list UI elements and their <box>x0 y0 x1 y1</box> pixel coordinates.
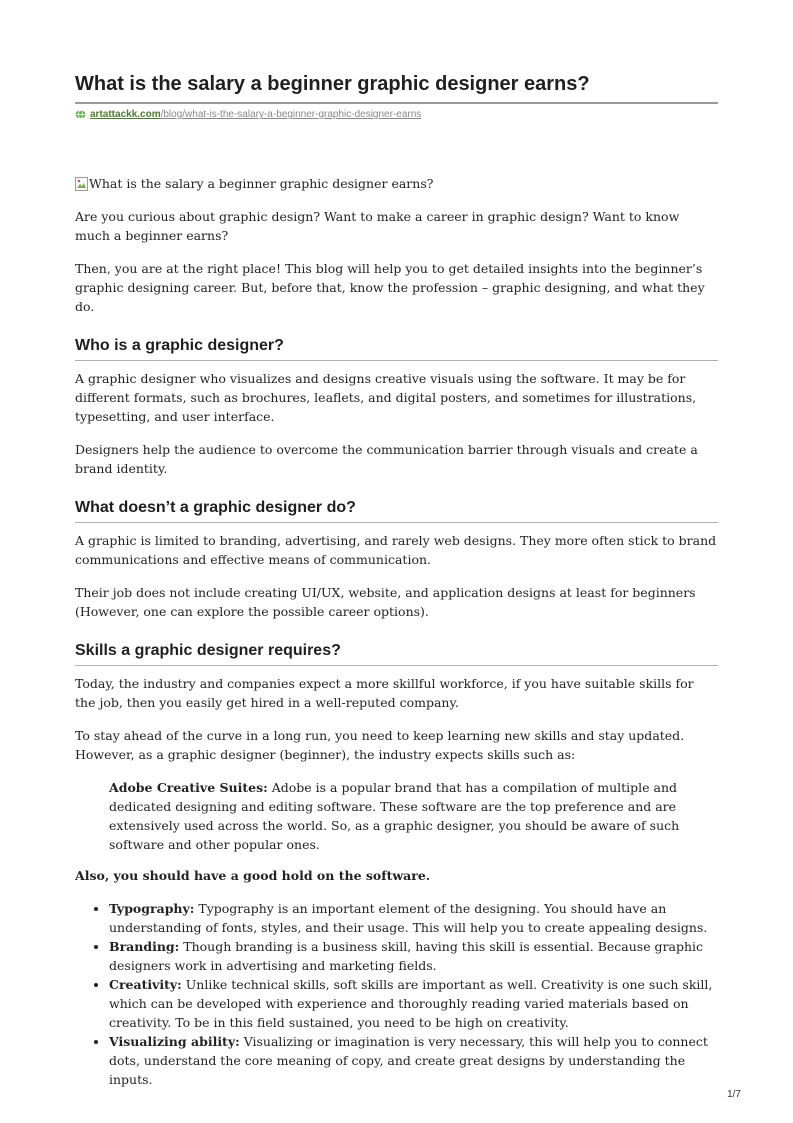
intro-paragraph-1: Are you curious about graphic design? Want to make a career in graphic design? Want to know much a beginner earns? <box>75 209 680 243</box>
list-item <box>109 1032 718 1089</box>
who-paragraph-2: Designers help the audience to overcome the communication barrier through visuals and create a brand identity. <box>75 442 698 476</box>
heading-what-doesnt: What doesn’t a graphic designer do? <box>75 498 718 523</box>
heading-skills: Skills a graphic designer requires? <box>75 641 718 666</box>
globe-icon <box>75 110 86 119</box>
list-item-label: Branding: <box>109 939 180 954</box>
adobe-quote <box>109 778 718 854</box>
list-item-label: Typography: <box>109 901 195 916</box>
list-item <box>109 899 718 937</box>
software-note-text: Also, you should have a good hold on the software. <box>75 868 431 883</box>
software-note <box>75 866 718 885</box>
source-domain-link[interactable]: artattackk.com <box>90 109 161 120</box>
skills-list <box>75 899 718 1089</box>
broken-image-icon <box>75 177 88 191</box>
list-item-text: Visualizing or imagination is very necessary, this will help you to connect dots, understand the core meaning of copy, and create great designs by understanding the inputs. <box>109 1034 708 1087</box>
article-body <box>75 207 718 1089</box>
intro-paragraph-2: Then, you are at the right place! This blog will help you to get detailed insights into the beginner’s graphic designing career. But, before that, know the profession – graphic designing, and what they do. <box>75 261 705 314</box>
page-number: 1/7 <box>727 1089 741 1100</box>
heading-who-is: Who is a graphic designer? <box>75 336 718 361</box>
skills-paragraph-1: Today, the industry and companies expect a more skillful workforce, if you have suitable skills for the job, then you easily get hired in a well-reputed company. <box>75 676 694 710</box>
skills-paragraph-2: To stay ahead of the curve in a long run, you need to keep learning new skills and stay updated. However, as a graphic designer (beginner), the industry expects skills such as: <box>75 728 685 762</box>
article-image <box>75 176 433 191</box>
doesnt-paragraph-2: Their job does not include creating UI/UX, website, and application designs at least for beginners (However, one can explore the possible career options). <box>75 585 696 619</box>
list-item <box>109 937 718 975</box>
title-divider <box>75 102 718 104</box>
list-item-label: Creativity: <box>109 977 182 992</box>
quote-label: Adobe Creative Suites: <box>109 780 268 795</box>
page-title: What is the salary a beginner graphic designer earns? <box>75 73 590 95</box>
list-item-label: Visualizing ability: <box>109 1034 240 1049</box>
image-alt-text: What is the salary a beginner graphic designer earns? <box>89 176 434 191</box>
list-item-text: Typography is an important element of the designing. You should have an understanding of fonts, styles, and their usage. This will help you to create appealing designs. <box>109 901 708 935</box>
source-path-link[interactable]: /blog/what-is-the-salary-a-beginner-graphic-designer-earns <box>160 109 422 120</box>
source-url[interactable] <box>75 109 421 120</box>
who-paragraph-1: A graphic designer who visualizes and designs creative visuals using the software. It may be for different formats, such as brochures, leaflets, and digital posters, and sometimes for illustrations, typesetting, and user interface. <box>75 371 697 424</box>
quote-text: Adobe is a popular brand that has a compilation of multiple and dedicated designing and editing software. These software are the top preference and are extensively used across the world. So, as a graphic designer, you should be aware of such software and other popular ones. <box>109 780 680 852</box>
list-item <box>109 975 718 1032</box>
doesnt-paragraph-1: A graphic is limited to branding, advertising, and rarely web designs. They more often stick to brand communications and effective means of communication. <box>75 533 717 567</box>
list-item-text: Unlike technical skills, soft skills are important as well. Creativity is one such skill, which can be developed with experience and thoroughly reading varied materials based on creativity. To be in this field sustained, you need to be high on creativity. <box>109 977 713 1030</box>
list-item-text: Though branding is a business skill, having this skill is essential. Because graphic designers work in advertising and marketing fields. <box>109 939 704 973</box>
